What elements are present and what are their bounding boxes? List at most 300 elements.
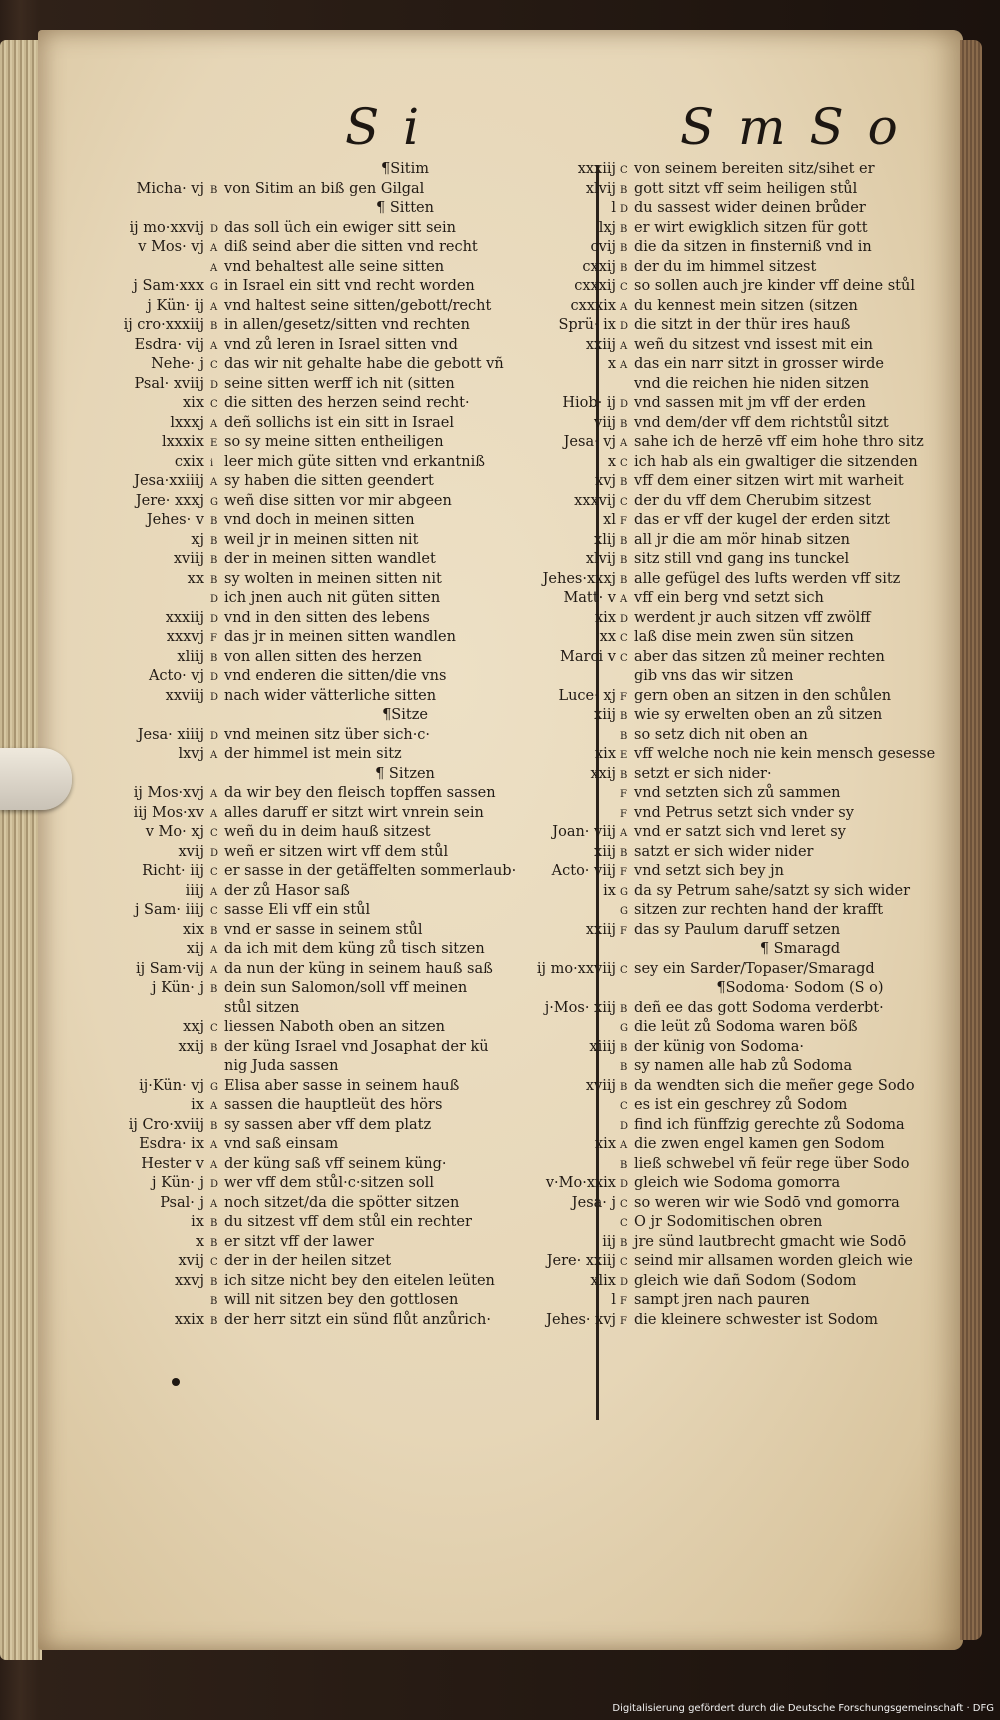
entry-heading <box>620 979 980 999</box>
verse-reference: xxij <box>178 1038 204 1055</box>
entry-line <box>585 550 980 570</box>
section-letter: A <box>210 1140 218 1151</box>
verse-reference: xx <box>187 570 204 587</box>
verse-reference: j Sam· iiij <box>134 902 204 918</box>
entry-heading <box>210 765 600 785</box>
entry-line <box>151 979 600 999</box>
entry-line <box>585 1077 980 1097</box>
entry-line <box>603 511 980 531</box>
section-letter: A <box>620 340 628 352</box>
entry-text: ich hab als ein gwaltiger die sitzenden <box>634 453 918 470</box>
entry-text: er sasse in der getäffelten sommerlaub· <box>224 863 517 879</box>
section-letter: G <box>210 1081 218 1093</box>
verse-reference: xviij <box>585 1077 616 1094</box>
entry-text: vnd Petrus setzt sich vnder sy <box>634 804 854 821</box>
section-letter: C <box>620 282 628 293</box>
entry-text: von Sitim an biß gen Gilgal <box>224 180 425 197</box>
entry-line <box>594 414 980 434</box>
entry-line <box>142 862 600 882</box>
heading-text: ¶Sitze <box>382 707 428 723</box>
verse-reference: cxxxix <box>570 297 616 314</box>
entry-line <box>620 804 980 824</box>
entry-text: der küng saß vff seinem küng· <box>224 1155 447 1172</box>
entry-line <box>151 1174 600 1194</box>
section-letter: B <box>210 535 218 547</box>
section-letter: A <box>210 750 218 761</box>
heading-text: ¶ Sitten <box>376 200 434 216</box>
section-letter: A <box>210 945 218 956</box>
entry-text: find ich fünffzig gerechte zů Sodoma <box>634 1116 905 1133</box>
verse-reference: lxxxix <box>162 434 204 450</box>
verse-reference: xl <box>603 512 616 528</box>
entry-text: vnd setzt sich bey jn <box>634 863 784 879</box>
entry-text: in Israel ein sitt vnd recht worden <box>224 278 475 294</box>
entry-line <box>574 492 980 512</box>
entry-text: vnd die reichen hie niden sitzen <box>634 375 870 392</box>
section-letter: B <box>620 243 628 254</box>
verse-reference: xiij <box>594 843 616 860</box>
entry-line <box>162 433 600 453</box>
entry-heading <box>620 940 980 960</box>
verse-reference: j Kün· j <box>151 1175 204 1191</box>
verse-reference: xix <box>183 921 204 938</box>
entry-line <box>210 258 600 278</box>
section-letter: B <box>620 769 628 781</box>
entry-line <box>595 745 980 765</box>
entry-text: das soll üch ein ewiger sitt sein <box>224 219 456 236</box>
entry-text: deñ ee das gott Sodoma verderbt· <box>634 999 884 1016</box>
section-letter: A <box>620 438 628 449</box>
section-letter: A <box>210 1159 218 1171</box>
section-letter: A <box>620 301 628 313</box>
section-letter: B <box>210 652 218 664</box>
verse-reference: xj <box>191 531 204 548</box>
entry-line <box>187 570 600 590</box>
entry-line <box>620 901 980 921</box>
section-letter: B <box>620 535 628 547</box>
entry-text: das wir nit gehalte habe die gebott vñ <box>224 356 504 372</box>
entry-line <box>595 609 980 629</box>
entry-line <box>542 570 980 590</box>
verse-reference: Luce· xj <box>558 687 616 704</box>
entry-line <box>134 901 600 921</box>
entry-text: ich sitze nicht bey den eitelen leüten <box>224 1272 495 1289</box>
section-letter: A <box>210 964 218 976</box>
entry-text: so setz dich nit oben an <box>634 726 808 743</box>
verse-reference: xxxiij <box>577 161 616 177</box>
section-letter: D <box>620 613 629 625</box>
entry-text: ich jnen auch nit güten sitten <box>224 590 441 606</box>
section-letter: B <box>620 1042 628 1054</box>
entry-line <box>585 921 980 941</box>
section-letter: C <box>210 360 218 371</box>
entry-text: vnd dem/der vff dem richtstůl sitzt <box>634 414 889 431</box>
entry-line <box>136 180 600 200</box>
section-letter: B <box>620 555 628 566</box>
section-letter: B <box>620 184 628 196</box>
running-head-left: S i <box>345 98 424 156</box>
entry-line <box>210 999 600 1019</box>
verse-reference: x <box>607 356 616 372</box>
entry-line <box>620 375 980 395</box>
verse-reference: xxix <box>174 1311 204 1328</box>
entry-text: die leüt zů Sodoma waren böß <box>634 1019 858 1035</box>
entry-line <box>210 1057 600 1077</box>
verse-reference: ij Cro·xviij <box>128 1116 204 1133</box>
entry-line <box>134 375 600 395</box>
entry-text: vnd er sasse in seinem stůl <box>224 921 423 938</box>
entry-line <box>595 1135 980 1155</box>
entry-text: der zů Hasor saß <box>224 882 350 899</box>
entry-line <box>183 394 600 414</box>
entry-text: nach wider vätterliche sitten <box>224 687 437 704</box>
verse-reference: xlvij <box>585 551 616 567</box>
entry-text: sy haben die sitten geendert <box>224 473 434 489</box>
section-letter: B <box>210 574 218 586</box>
verse-reference: cxix <box>174 453 204 470</box>
entry-text: werdent jr auch sitzen vff zwölff <box>634 609 871 626</box>
entry-text: da wir bey den fleisch topffen sassen <box>224 785 496 801</box>
verse-reference: xlvij <box>585 180 616 197</box>
entry-line <box>160 1194 600 1214</box>
verse-reference: xlix <box>590 1272 616 1289</box>
entry-line <box>183 921 600 941</box>
verse-reference: Hester v <box>141 1155 204 1172</box>
section-letter: B <box>210 555 218 566</box>
entry-line <box>607 355 980 375</box>
entry-text: vnd in den sitten des lebens <box>224 609 430 626</box>
entry-text: deñ sollichs ist ein sitt in Israel <box>224 414 454 431</box>
verse-reference: v Mo· xj <box>145 824 204 840</box>
entry-text: jre sünd lautbrecht gmacht wie Sodō <box>634 1233 907 1250</box>
entry-text: weñ du in deim hauß sitzest <box>224 824 431 840</box>
section-letter: G <box>210 282 218 293</box>
entry-text: wie sy erwelten oben an zů sitzen <box>634 707 883 723</box>
entry-line <box>134 472 600 492</box>
entry-text: wer vff dem stůl·c·sitzen soll <box>224 1175 434 1191</box>
section-letter: G <box>210 496 218 508</box>
entry-text: vnd saß einsam <box>224 1136 339 1152</box>
verse-reference: Esdra· ix <box>139 1136 204 1152</box>
entry-text: vnd sassen mit jm vff der erden <box>634 395 866 411</box>
section-letter: F <box>620 1315 627 1327</box>
entry-line <box>165 687 600 707</box>
section-letter: B <box>210 1237 218 1249</box>
entry-line <box>551 862 980 882</box>
section-letter: B <box>210 516 218 527</box>
verse-reference: xvij <box>178 1253 204 1269</box>
verse-reference: xix <box>595 746 616 762</box>
entry-line <box>585 180 980 200</box>
verse-reference: Jesa·xxiiij <box>134 473 204 489</box>
entry-text: die zwen engel kamen gen Sodom <box>634 1136 885 1152</box>
verse-reference: Hiob· ij <box>562 395 616 411</box>
entry-line <box>620 1213 980 1233</box>
verse-reference: x <box>195 1233 204 1250</box>
verse-reference: x <box>607 453 616 470</box>
entry-line <box>545 1174 980 1194</box>
entry-text: der küng Israel vnd Josaphat der kü <box>224 1038 489 1055</box>
verse-reference: iij <box>602 1233 616 1250</box>
section-letter: A <box>620 1140 628 1151</box>
entry-text: diß seind aber die sitten vnd recht <box>224 239 478 255</box>
entry-text: vnd er satzt sich vnd leret sy <box>634 824 846 840</box>
entry-line <box>585 336 980 356</box>
section-letter: D <box>210 1179 219 1190</box>
entry-line <box>174 453 600 473</box>
entry-line <box>185 882 600 902</box>
heading-text: ¶ Smaragd <box>759 941 841 957</box>
verse-reference: j Sam·xxx <box>133 278 204 294</box>
entry-heading <box>210 199 600 219</box>
verse-reference: ij cro·xxxiij <box>123 317 204 333</box>
section-letter: C <box>620 633 628 644</box>
verse-reference: xiiij <box>589 1038 616 1055</box>
entry-line <box>174 1272 600 1292</box>
entry-line <box>177 648 600 668</box>
entry-heading <box>210 706 600 726</box>
verse-reference: ix <box>603 882 616 899</box>
entry-line <box>611 199 980 219</box>
entry-line <box>577 160 980 180</box>
entry-line <box>558 687 980 707</box>
entry-text: Elisa aber sasse in seinem hauß <box>224 1077 460 1094</box>
verse-reference: lxvj <box>178 746 204 762</box>
footer-credit: Digitalisierung gefördert durch die Deutsche Forschungsgemeinschaft · DFG <box>612 1703 994 1714</box>
verse-reference: xxxvij <box>574 492 616 509</box>
entry-text: das ein narr sitzt in grosser wirde <box>634 356 884 372</box>
entry-line <box>151 355 600 375</box>
entry-text: der in der heilen sitzet <box>224 1253 392 1269</box>
verse-reference: v·Mo·xxix <box>545 1175 616 1191</box>
section-letter: A <box>210 340 218 352</box>
entry-line <box>133 804 600 824</box>
entry-line <box>620 667 980 687</box>
section-letter: A <box>210 262 218 274</box>
entry-text: so sollen auch jre kinder vff deine stůl <box>634 278 915 294</box>
entry-text: weñ du sitzest vnd issest mit ein <box>634 336 873 353</box>
ink-dot <box>172 1378 180 1386</box>
verse-reference: xiij <box>594 707 616 723</box>
entry-text: vnd meinen sitz über sich·c· <box>224 726 431 743</box>
entry-text: satzt er sich wider nider <box>634 843 814 860</box>
section-letter: C <box>620 457 628 469</box>
entry-line <box>560 648 980 668</box>
entry-line <box>134 336 600 356</box>
verse-reference: xxj <box>183 1019 204 1035</box>
entry-text: er sitzt vff der lawer <box>224 1233 374 1250</box>
verse-reference: j·Mos· xiij <box>544 999 616 1016</box>
entry-line <box>186 940 600 960</box>
entry-text: so weren wir wie Sodō vnd gomorra <box>634 1194 900 1211</box>
entry-line <box>620 1155 980 1175</box>
section-letter: A <box>210 886 218 898</box>
entry-line <box>133 784 600 804</box>
section-letter: B <box>210 1296 218 1307</box>
section-letter: G <box>620 886 628 898</box>
section-letter: D <box>620 1276 629 1288</box>
entry-text: leer mich güte sitten vnd erkantniß <box>224 453 485 470</box>
entry-text: du kennest mein sitzen (sitzen <box>634 297 858 314</box>
section-letter: B <box>210 925 218 937</box>
verse-reference: Jesa· vj <box>563 434 616 450</box>
verse-reference: ij mo·xxviij <box>536 960 616 977</box>
right-column <box>536 160 980 1330</box>
section-letter: B <box>210 1276 218 1288</box>
verse-reference: xxij <box>590 765 616 782</box>
section-letter: C <box>210 828 218 839</box>
section-letter: C <box>620 165 628 176</box>
verse-reference: Acto· viij <box>551 863 616 879</box>
section-letter: B <box>620 711 628 722</box>
book-edge-left <box>0 40 42 1660</box>
entry-line <box>191 531 600 551</box>
verse-reference: Psal· j <box>160 1194 204 1211</box>
entry-line <box>191 1096 600 1116</box>
entry-line <box>620 1057 980 1077</box>
entry-line <box>138 238 600 258</box>
verse-reference: Nehe· j <box>151 356 204 372</box>
verse-reference: cxxxij <box>574 278 616 294</box>
entry-line <box>599 628 980 648</box>
entry-line <box>166 628 600 648</box>
entry-line <box>582 258 980 278</box>
entry-line <box>139 1077 600 1097</box>
entry-text: da sy Petrum sahe/satzt sy sich wider <box>634 882 911 899</box>
verse-reference: l <box>611 1292 616 1308</box>
section-letter: B <box>620 262 628 274</box>
verse-reference: l <box>611 200 616 216</box>
entry-text: ließ schwebel vñ feür rege über Sodo <box>634 1155 910 1172</box>
section-letter: D <box>620 1120 629 1132</box>
entry-line <box>594 843 980 863</box>
verse-reference: Micha· vj <box>136 180 204 197</box>
heading-text: ¶Sodoma· Sodom (S o) <box>716 980 884 996</box>
entry-line <box>594 706 980 726</box>
verse-reference: xvj <box>595 473 616 489</box>
entry-line <box>170 414 600 434</box>
entry-line <box>590 765 980 785</box>
section-letter: D <box>210 691 219 703</box>
section-letter: D <box>210 672 219 683</box>
section-letter: i <box>210 457 214 469</box>
entry-line <box>620 1096 980 1116</box>
verse-reference: xx <box>599 629 616 645</box>
entry-line <box>562 394 980 414</box>
entry-line <box>536 960 980 980</box>
section-letter: A <box>210 477 218 488</box>
entry-text: vff welche noch nie kein mensch gesesse <box>634 746 936 762</box>
verse-reference: xix <box>595 609 616 626</box>
verse-reference: xviij <box>173 551 204 567</box>
entry-text: in allen/gesetz/sitten vnd rechten <box>224 317 470 333</box>
section-letter: B <box>210 1042 218 1054</box>
entry-line <box>546 1252 980 1272</box>
section-letter: D <box>210 223 219 235</box>
section-letter: B <box>620 730 628 742</box>
section-letter: B <box>210 321 218 332</box>
verse-reference: cvij <box>590 239 616 255</box>
entry-text: vnd enderen die sitten/die vns <box>224 668 447 684</box>
verse-reference: xxiij <box>585 921 616 938</box>
entry-line <box>563 433 980 453</box>
entry-line <box>165 609 600 629</box>
entry-text: weil jr in meinen sitten nit <box>224 531 419 548</box>
section-letter: F <box>620 925 627 937</box>
entry-text: von allen sitten des herzen <box>224 648 422 665</box>
verse-reference: Marci v <box>560 648 616 665</box>
section-letter: C <box>210 867 218 878</box>
entry-text: so sy meine sitten entheiligen <box>224 434 444 450</box>
section-letter: A <box>210 789 218 800</box>
verse-reference: Acto· vj <box>148 668 204 684</box>
verse-reference: xvij <box>178 843 204 860</box>
page-clip <box>0 748 72 810</box>
entry-text: laß dise mein zwen sün sitzen <box>634 629 854 645</box>
verse-reference: j Kün· ij <box>147 297 204 314</box>
entry-text: gleich wie dañ Sodom (Sodom <box>634 1272 857 1289</box>
verse-reference: lxj <box>598 219 616 236</box>
verse-reference: viij <box>594 414 616 431</box>
entry-text: sy namen alle hab zů Sodoma <box>634 1058 853 1074</box>
verse-reference: ij·Kün· vj <box>139 1077 204 1094</box>
entry-line <box>145 823 600 843</box>
entry-text: liessen Naboth oben an sitzen <box>224 1019 445 1035</box>
verse-reference: Jehes· v <box>146 512 204 528</box>
entry-text: sassen die hauptleüt des hörs <box>224 1097 443 1113</box>
entry-line <box>210 1291 600 1311</box>
verse-reference: ij Sam·vij <box>135 960 204 977</box>
running-head-right: S m S o <box>680 98 902 156</box>
entry-text: aber das sitzen zů meiner rechten <box>634 648 885 665</box>
entry-line <box>571 1194 980 1214</box>
verse-reference: Joan· viij <box>552 824 616 840</box>
section-letter: A <box>210 1101 218 1112</box>
entry-text: gott sitzt vff seim heiligen stůl <box>634 180 858 197</box>
section-letter: C <box>620 1198 628 1210</box>
left-column <box>123 160 600 1330</box>
section-letter: D <box>210 847 219 859</box>
entry-text: alles daruff er sitzt wirt vnrein sein <box>224 804 484 821</box>
verse-reference: ij mo·xxvij <box>129 219 204 236</box>
entry-line <box>135 492 600 512</box>
verse-reference: iiij <box>185 882 204 899</box>
entry-line <box>183 1018 600 1038</box>
section-letter: E <box>620 750 628 761</box>
entry-text: setzt er sich nider· <box>634 765 772 782</box>
entry-line <box>146 511 600 531</box>
entry-line <box>178 1252 600 1272</box>
section-letter: A <box>210 418 218 430</box>
section-letter: B <box>620 1081 628 1093</box>
entry-line <box>148 667 600 687</box>
section-letter: B <box>210 1315 218 1327</box>
entry-text: der himmel ist mein sitz <box>224 746 402 762</box>
entry-text: die sitzt in der thür ires hauß <box>634 317 851 333</box>
section-letter: A <box>210 243 218 254</box>
entry-text: O jr Sodomitischen obren <box>634 1214 823 1230</box>
entry-line <box>598 219 980 239</box>
verse-reference: ij Mos·xvj <box>133 785 204 801</box>
entry-line <box>607 453 980 473</box>
section-letter: B <box>620 1237 628 1249</box>
verse-reference: xliij <box>177 648 204 665</box>
entry-line <box>139 1135 600 1155</box>
entry-line <box>594 531 980 551</box>
verse-reference: Jere· xxiij <box>546 1253 616 1269</box>
entry-text: sahe ich de herzē vff eim hohe thro sitz <box>634 434 924 450</box>
entry-line <box>589 1038 980 1058</box>
